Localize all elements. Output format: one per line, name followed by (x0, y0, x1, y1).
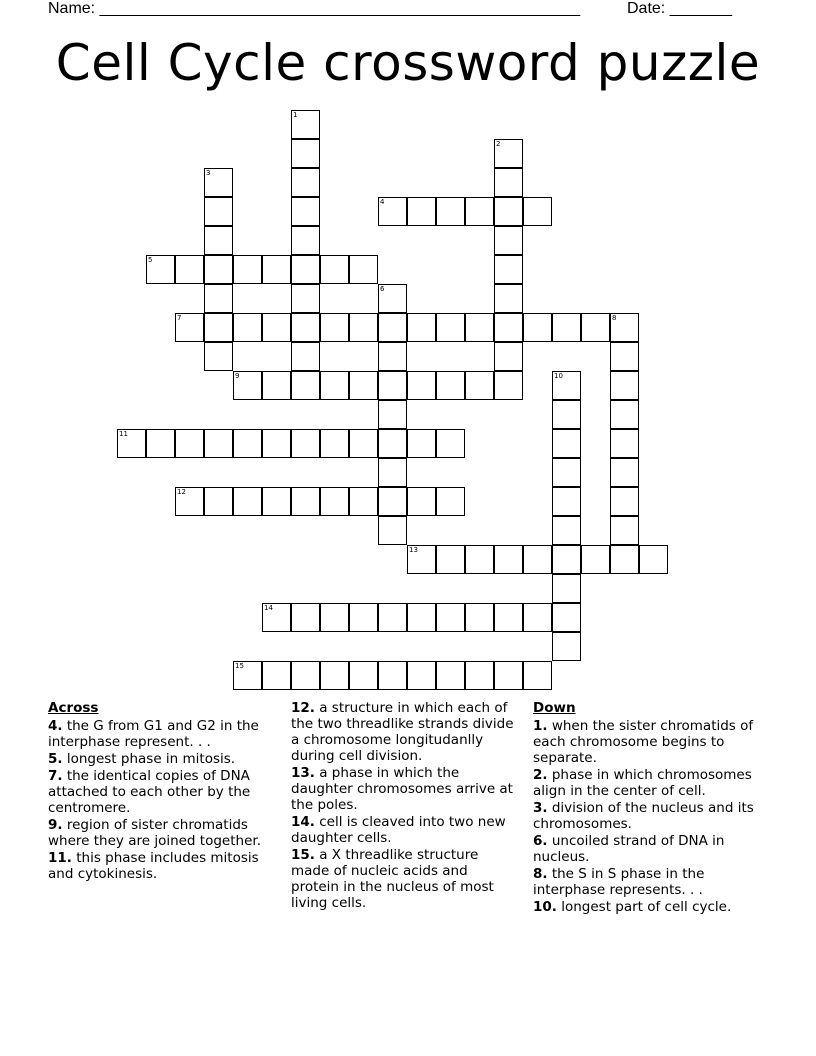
grid-cell[interactable] (436, 487, 465, 516)
grid-cell[interactable] (610, 400, 639, 429)
grid-cell[interactable] (523, 545, 552, 574)
down-heading: Down (533, 700, 576, 716)
grid-cell[interactable] (581, 545, 610, 574)
clue-across-15: 15. a X threadlike structure made of nucleic acids and protein in the nucleus of most living cells. (291, 847, 494, 911)
grid-cell[interactable] (552, 371, 581, 400)
grid-cell[interactable] (204, 197, 233, 226)
grid-cell[interactable] (407, 197, 436, 226)
grid-cell[interactable] (407, 661, 436, 690)
grid-cell[interactable] (552, 400, 581, 429)
grid-cell[interactable] (291, 168, 320, 197)
grid-cell[interactable] (320, 313, 349, 342)
grid-cell[interactable] (494, 661, 523, 690)
grid-cell[interactable] (349, 429, 378, 458)
grid-cell[interactable] (494, 197, 523, 226)
date-field-label: Date: _______ (627, 0, 732, 17)
grid-cell[interactable] (494, 371, 523, 400)
grid-cell[interactable] (349, 487, 378, 516)
grid-cell[interactable] (262, 313, 291, 342)
clue-across-12: 12. a structure in which each of the two threadlike strands divide a chromosome longitudanlly during cell division. (291, 700, 514, 764)
grid-cell[interactable] (465, 545, 494, 574)
clue-across-11: 11. this phase includes mitosis and cytokinesis. (48, 850, 259, 882)
cell-number: 15 (235, 662, 244, 670)
grid-cell[interactable] (233, 371, 262, 400)
cell-number: 13 (409, 546, 418, 554)
cell-number: 8 (612, 314, 617, 322)
grid-cell[interactable] (552, 313, 581, 342)
clue-down-10: 10. longest part of cell cycle. (533, 899, 732, 915)
clue-down-1: 1. when the sister chromatids of each chromosome begins to separate. (533, 718, 754, 766)
grid-cell[interactable] (494, 226, 523, 255)
clue-down-6: 6. uncoiled strand of DNA in nucleus. (533, 833, 725, 865)
page-title: Cell Cycle crossword puzzle (55, 34, 761, 92)
cell-number: 2 (496, 140, 501, 148)
grid-cell[interactable] (610, 313, 639, 342)
name-field-label: Name: ______________________________________________________ (48, 0, 581, 17)
grid-cell[interactable] (552, 458, 581, 487)
across-clues (48, 700, 284, 883)
grid-cell[interactable] (320, 371, 349, 400)
grid-cell[interactable] (349, 313, 378, 342)
grid-cell[interactable] (610, 371, 639, 400)
clue-across-13: 13. a phase in which the daughter chromosomes arrive at the poles. (291, 765, 513, 813)
clue-across-14: 14. cell is cleaved into two new daughter cells. (291, 814, 506, 846)
grid-cell[interactable] (436, 371, 465, 400)
grid-cell[interactable] (320, 429, 349, 458)
cell-number: 9 (235, 372, 240, 380)
clue-across-7: 7. the identical copies of DNA attached to each other by the centromere. (48, 768, 251, 816)
cell-number: 7 (177, 314, 182, 322)
grid-cell[interactable] (378, 400, 407, 429)
grid-cell[interactable] (465, 313, 494, 342)
grid-cell[interactable] (175, 255, 204, 284)
grid-cell[interactable] (436, 313, 465, 342)
grid-cell[interactable] (494, 255, 523, 284)
cell-number: 12 (177, 488, 186, 496)
grid-cell[interactable] (610, 487, 639, 516)
grid-cell[interactable] (494, 342, 523, 371)
grid-cell[interactable] (552, 632, 581, 661)
grid-cell[interactable] (436, 603, 465, 632)
grid-cell[interactable] (552, 487, 581, 516)
grid-cell[interactable] (610, 342, 639, 371)
clue-down-8: 8. the S in S phase in the interphase represents. . . (533, 866, 705, 898)
grid-cell[interactable] (204, 284, 233, 313)
across-clues-continued (291, 700, 517, 912)
grid-cell[interactable] (407, 487, 436, 516)
grid-cell[interactable] (523, 661, 552, 690)
cell-number: 10 (554, 372, 563, 380)
grid-cell[interactable] (320, 255, 349, 284)
grid-cell[interactable] (378, 197, 407, 226)
clue-down-3: 3. division of the nucleus and its chromosomes. (533, 800, 754, 832)
grid-cell[interactable] (407, 429, 436, 458)
grid-cell[interactable] (436, 661, 465, 690)
cell-number: 11 (119, 430, 128, 438)
grid-cell[interactable] (378, 429, 407, 458)
clue-across-4: 4. the G from G1 and G2 in the interphase represent. . . (48, 718, 259, 750)
grid-cell[interactable] (378, 313, 407, 342)
grid-cell[interactable] (204, 487, 233, 516)
grid-cell[interactable] (523, 197, 552, 226)
grid-cell[interactable] (465, 197, 494, 226)
grid-cell[interactable] (117, 429, 146, 458)
grid-cell[interactable] (610, 545, 639, 574)
grid-cell[interactable] (291, 487, 320, 516)
grid-cell[interactable] (204, 342, 233, 371)
clue-across-9: 9. region of sister chromatids where they are joined together. (48, 817, 261, 849)
grid-cell[interactable] (378, 371, 407, 400)
grid-cell[interactable] (204, 429, 233, 458)
grid-cell[interactable] (407, 313, 436, 342)
grid-cell[interactable] (436, 197, 465, 226)
grid-cell[interactable] (349, 661, 378, 690)
cell-number: 6 (380, 285, 385, 293)
grid-cell[interactable] (610, 429, 639, 458)
grid-cell[interactable] (494, 545, 523, 574)
grid-cell[interactable] (639, 545, 668, 574)
grid-cell[interactable] (378, 661, 407, 690)
grid-cell[interactable] (552, 545, 581, 574)
grid-cell[interactable] (407, 545, 436, 574)
grid-cell[interactable] (552, 429, 581, 458)
grid-cell[interactable] (436, 545, 465, 574)
grid-cell[interactable] (494, 313, 523, 342)
grid-cell[interactable] (494, 284, 523, 313)
grid-cell[interactable] (291, 661, 320, 690)
across-heading: Across (48, 700, 99, 716)
grid-cell[interactable] (320, 487, 349, 516)
grid-cell[interactable] (349, 603, 378, 632)
cell-number: 14 (264, 604, 273, 612)
grid-cell[interactable] (291, 226, 320, 255)
grid-cell[interactable] (204, 168, 233, 197)
down-clues (533, 700, 758, 916)
grid-cell[interactable] (175, 313, 204, 342)
grid-cell[interactable] (204, 255, 233, 284)
grid-cell[interactable] (262, 255, 291, 284)
clue-down-2: 2. phase in which chromosomes align in the center of cell. (533, 767, 752, 799)
grid-cell[interactable] (378, 603, 407, 632)
grid-cell[interactable] (262, 661, 291, 690)
grid-cell[interactable] (523, 313, 552, 342)
grid-cell[interactable] (175, 487, 204, 516)
grid-cell[interactable] (552, 574, 581, 603)
grid-cell[interactable] (552, 516, 581, 545)
grid-cell[interactable] (146, 255, 175, 284)
grid-cell[interactable] (291, 342, 320, 371)
grid-cell[interactable] (407, 603, 436, 632)
grid-cell[interactable] (204, 226, 233, 255)
grid-cell[interactable] (262, 487, 291, 516)
grid-cell[interactable] (494, 168, 523, 197)
grid-cell[interactable] (465, 661, 494, 690)
grid-cell[interactable] (320, 603, 349, 632)
grid-cell[interactable] (291, 255, 320, 284)
grid-cell[interactable] (552, 603, 581, 632)
grid-cell[interactable] (233, 487, 262, 516)
grid-cell[interactable] (378, 342, 407, 371)
grid-cell[interactable] (291, 429, 320, 458)
grid-cell[interactable] (378, 487, 407, 516)
grid-cell[interactable] (436, 429, 465, 458)
grid-cell[interactable] (291, 284, 320, 313)
grid-cell[interactable] (291, 603, 320, 632)
grid-cell[interactable] (407, 371, 436, 400)
grid-cell[interactable] (262, 603, 291, 632)
grid-cell[interactable] (204, 313, 233, 342)
clue-across-5: 5. longest phase in mitosis. (48, 751, 236, 767)
grid-cell[interactable] (262, 371, 291, 400)
grid-cell[interactable] (465, 371, 494, 400)
grid-cell[interactable] (233, 255, 262, 284)
grid-cell[interactable] (581, 313, 610, 342)
cell-number: 3 (206, 169, 211, 177)
grid-cell[interactable] (494, 603, 523, 632)
grid-cell[interactable] (494, 139, 523, 168)
grid-cell[interactable] (233, 661, 262, 690)
grid-cell[interactable] (291, 313, 320, 342)
grid-cell[interactable] (175, 429, 204, 458)
grid-cell[interactable] (523, 603, 552, 632)
grid-cell[interactable] (291, 371, 320, 400)
grid-cell[interactable] (610, 458, 639, 487)
grid-cell[interactable] (378, 284, 407, 313)
grid-cell[interactable] (349, 371, 378, 400)
cell-number: 5 (148, 256, 153, 264)
grid-cell[interactable] (291, 197, 320, 226)
grid-cell[interactable] (291, 110, 320, 139)
grid-cell[interactable] (146, 429, 175, 458)
grid-cell[interactable] (465, 603, 494, 632)
grid-cell[interactable] (262, 429, 291, 458)
grid-cell[interactable] (378, 516, 407, 545)
grid-cell[interactable] (610, 516, 639, 545)
cell-number: 1 (293, 111, 298, 119)
grid-cell[interactable] (320, 661, 349, 690)
grid-cell[interactable] (349, 255, 378, 284)
grid-cell[interactable] (378, 458, 407, 487)
grid-cell[interactable] (233, 313, 262, 342)
grid-cell[interactable] (291, 139, 320, 168)
cell-number: 4 (380, 198, 385, 206)
grid-cell[interactable] (233, 429, 262, 458)
